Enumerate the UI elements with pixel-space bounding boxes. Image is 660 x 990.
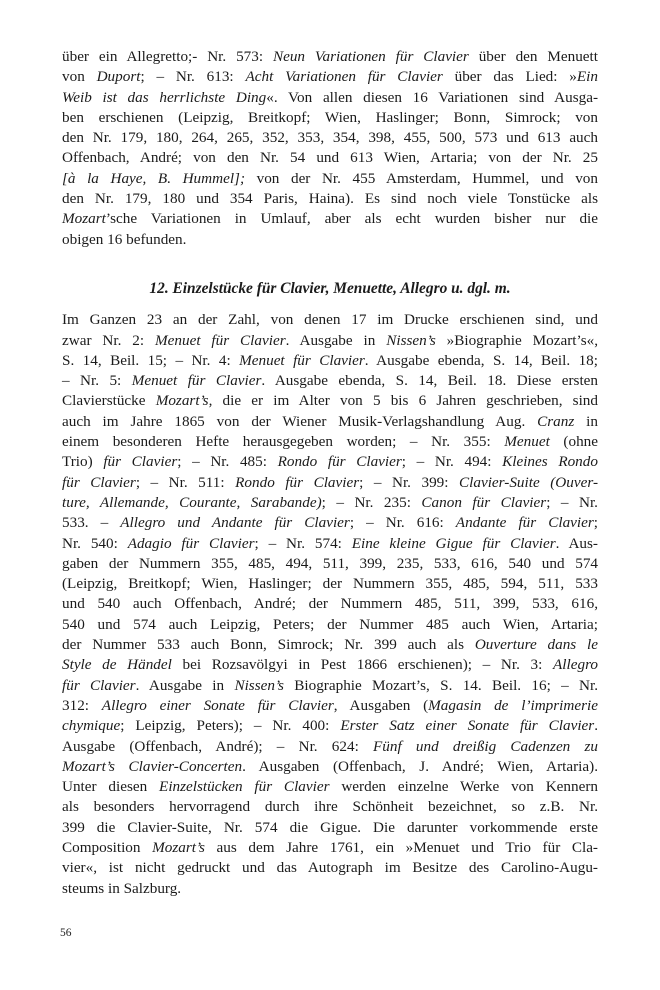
page-number: 56 [60,927,72,939]
text-line: einem besonderen Hefte herausgegeben worden; – Nr. 355: Menuet (ohne [62,433,598,451]
paragraph-einzelstuecke [62,310,598,899]
text-line: Im Ganzen 23 an der Zahl, von denen 17 im Drucke erschienen sind, und [62,311,598,329]
text-line: Ausgabe (Offenbach, André); – Nr. 624: Fünf und dreißig Cadenzen zu [62,737,598,755]
text-column [62,47,598,899]
text-line: Style de Händel bei Rozsavölgyi in Pest 1866 erschienen); – Nr. 3: Allegro [62,656,599,674]
text-line: ben erschienen (Leipzig, Breitkopf; Wien, Haslinger; Bonn, Simrock; von [62,108,598,126]
text-line: 540 und 574 auch Leipzig, Peters; der Nummer 485 auch Wien, Artaria; [62,615,598,633]
text-line: als besonders hervorragend durch ihre Schönheit bezeichnet, so z.B. Nr. [62,798,598,816]
text-line: Mozart’s Clavier-Concerten. Ausgaben (Offenbach, J. André; Wien, Artaria). [62,757,598,775]
text-line: Nr. 540: Adagio für Clavier; – Nr. 574: Eine kleine Gigue für Clavier. Aus- [62,534,598,552]
text-line: [à la Haye, B. Hummel]; von der Nr. 455 Amsterdam, Hummel, und von [62,169,598,187]
text-line: ture, Allemande, Courante, Sarabande); – Nr. 235: Canon für Clavier; – Nr. [62,493,598,511]
text-line: Clavierstücke Mozart’s, die er im Alter von 5 bis 6 Jahren geschrieben, sind [62,392,598,410]
paragraph-variations [62,47,598,250]
text-line: zwar Nr. 2: Menuet für Clavier. Ausgabe in Nissen’s »Biographie Mozart’s«, [62,331,598,349]
text-line: 533. – Allegro und Andante für Clavier; – Nr. 616: Andante für Clavier; [62,514,599,532]
text-line: von Duport; – Nr. 613: Acht Variationen für Clavier über das Lied: »Ein [62,68,598,86]
text-line: Composition Mozart’s aus dem Jahre 1761, ein »Menuet und Trio für Cla- [62,838,598,856]
text-line: (Leipzig, Breitkopf; Wien, Haslinger; der Nummern 355, 485, 594, 511, 533 [62,575,598,593]
text-line: Offenbach, André; von den Nr. 54 und 613 Wien, Artaria; von der Nr. 25 [62,149,598,167]
text-line: den Nr. 179, 180 und 354 Paris, Haina). Es sind noch viele Tonstücke als [62,190,598,208]
text-line: obigen 16 befunden. [62,230,187,248]
text-line: auch im Jahre 1865 von der Wiener Musik-Verlagshandlung Aug. Cranz in [62,412,598,430]
text-line: und 540 auch Offenbach, André; der Nummern 485, 511, 399, 533, 616, [62,595,598,613]
text-line: chymique; Leipzig, Peters); – Nr. 400: Erster Satz einer Sonate für Clavier. [62,717,598,735]
text-line: Unter diesen Einzelstücken für Clavier werden einzelne Werke von Kennern [62,778,598,796]
text-line: steums in Salzburg. [62,879,182,897]
text-line: der Nummer 533 auch Bonn, Simrock; Nr. 399 auch als Ouverture dans le [62,636,598,654]
text-line: gaben der Nummern 355, 485, 494, 511, 399, 235, 533, 616, 540 und 574 [62,554,598,572]
text-line: Weib ist das herrlichste Ding«. Von allen diesen 16 Variationen sind Ausga- [62,88,599,106]
text-line: vier«, ist nicht gedruckt und das Autograph im Besitze des Carolino-Augu- [62,859,598,877]
text-line: über ein Allegretto;- Nr. 573: Neun Variationen für Clavier über den Menuett [62,48,598,65]
section-heading: 12. Einzelstücke für Clavier, Menuette, Allegro u. dgl. m. [149,279,511,297]
text-line: für Clavier; – Nr. 511: Rondo für Clavier; – Nr. 399: Clavier-Suite (Ouver- [62,473,598,491]
text-line: den Nr. 179, 180, 264, 265, 352, 353, 354, 398, 455, 500, 573 und 613 auch [62,129,598,147]
text-line: Trio) für Clavier; – Nr. 485: Rondo für Clavier; – Nr. 494: Kleines Rondo [62,453,598,471]
text-line: Mozart’sche Variationen in Umlauf, aber als echt wurden bisher nur die [62,210,598,228]
text-line: 399 die Clavier-Suite, Nr. 574 die Gigue. Die darunter vorkommende erste [62,818,598,836]
text-line: 312: Allegro einer Sonate für Clavier, Ausgaben (Magasin de l’imprimerie [62,696,598,714]
text-line: S. 14, Beil. 15; – Nr. 4: Menuet für Clavier. Ausgabe ebenda, S. 14, Beil. 18; [62,351,598,369]
text-line: – Nr. 5: Menuet für Clavier. Ausgabe ebenda, S. 14, Beil. 18. Diese ersten [62,372,598,390]
text-line: für Clavier. Ausgabe in Nissen’s Biographie Mozart’s, S. 14. Beil. 16; – Nr. [62,676,598,694]
